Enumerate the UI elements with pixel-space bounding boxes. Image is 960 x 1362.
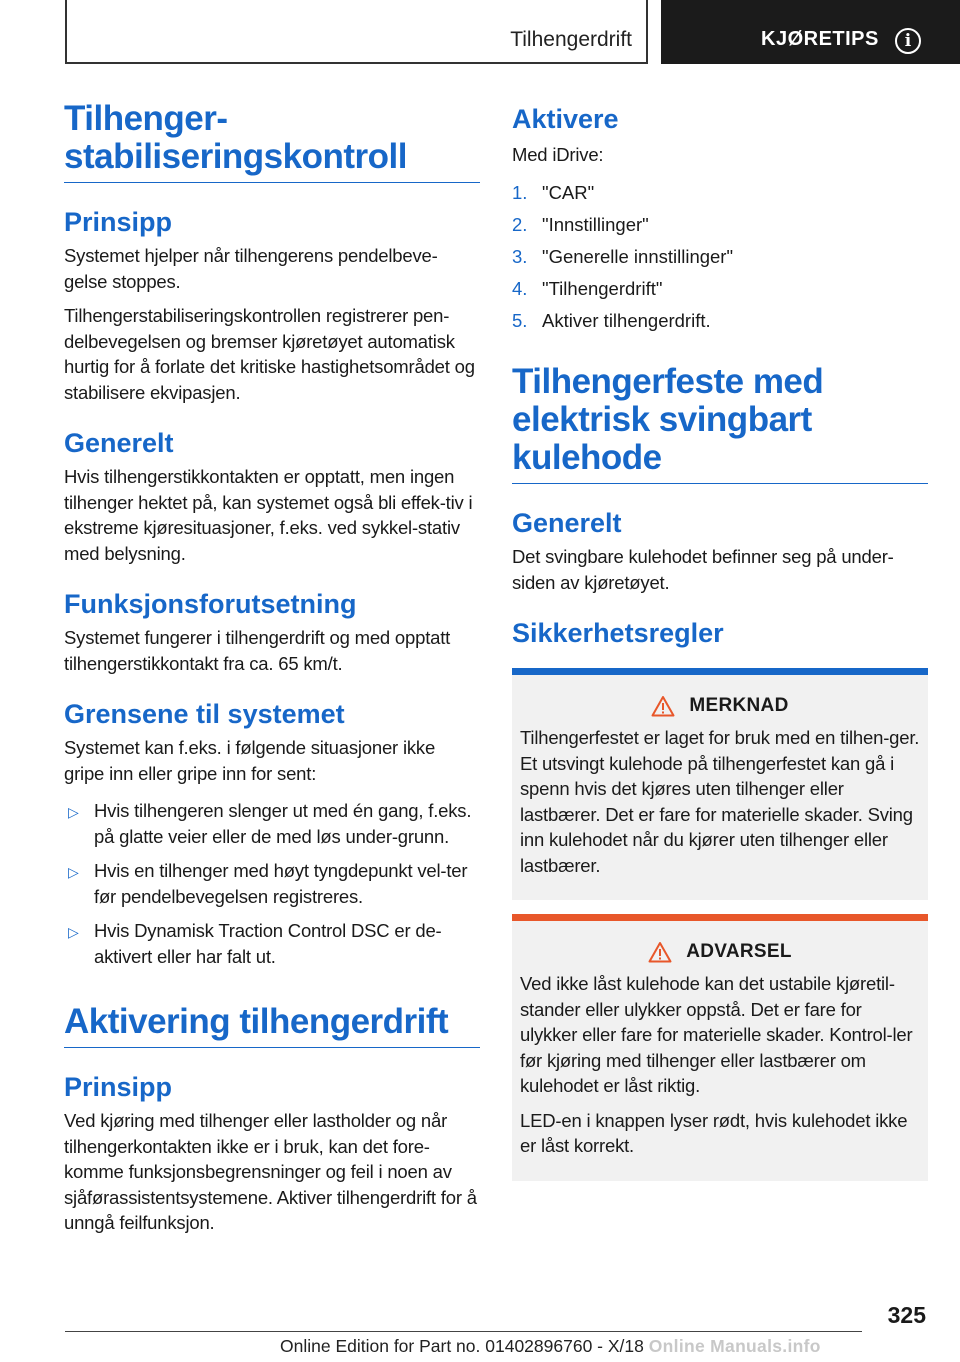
list-item: 3. "Generelle innstillinger" — [512, 245, 734, 267]
list-item: 5. Aktiver tilhengerdrift. — [512, 309, 711, 331]
list-item: ▷ Hvis en tilhenger med høyt tyngdepunkt vel-ter før pendelbevegelsen registreres. — [68, 860, 468, 907]
left-column — [64, 100, 480, 1236]
page-number: 325 — [887, 1302, 926, 1328]
list-item: 4. "Tilhengerdrift" — [512, 277, 663, 299]
heading-principle: Prinsipp — [64, 207, 173, 237]
triangle-bullet-icon: ▷ — [68, 804, 79, 820]
footer-edition-line — [280, 1336, 821, 1357]
notice-box — [512, 668, 928, 900]
heading-general-2: Generelt — [512, 508, 622, 538]
paragraph-principle-2: Tilhengerstabiliseringskontrollen registrerer pen-delbevegelsen og bremser kjøretøyet automatisk hurtig for å forlate det kritiske hastighetsområdet og stabilisere ekvipasjen. — [64, 305, 475, 403]
footer-edition: Online Edition for Part no. 01402896760 - X/18 — [280, 1336, 644, 1356]
heading-function-requirement: Funksjonsforutsetning — [64, 589, 357, 619]
notice-text: Tilhengerfestet er laget for bruk med en tilhen-ger. Et utsvingt kulehode på tilhengerfestet kan gå i spenn hvis det kjøres uten tilhenger eller lastbærer. Det er fare for materielle skader. Sving inn kulehodet når du kjører uten tilhenger eller lastbærer. — [520, 727, 920, 876]
heading-principle-2: Prinsipp — [64, 1072, 173, 1102]
header-section-title: Tilhengerdrift — [510, 28, 632, 51]
footer-watermark: Online Manuals.info — [648, 1336, 821, 1356]
heading-trailer-mode-activation: Aktivering tilhengerdrift — [64, 1003, 480, 1048]
notice-title: MERKNAD — [689, 695, 789, 716]
warning-box — [512, 914, 928, 1181]
list-item: 2. "Innstillinger" — [512, 213, 649, 235]
steps-list — [512, 180, 928, 334]
paragraph-principle-1: Systemet hjelper når tilhengerens pendelbeve-gelse stoppes. — [64, 245, 438, 292]
list-item: 1. "CAR" — [512, 181, 595, 203]
heading-system-limits: Grensene til systemet — [64, 699, 345, 729]
paragraph-system-limits: Systemet kan f.eks. i følgende situasjoner ikke gripe inn eller gripe inn for sent: — [64, 737, 436, 784]
limits-list — [64, 798, 480, 969]
warning-triangle-icon — [648, 941, 672, 963]
heading-towbar: Tilhengerfeste med elektrisk svingbart kulehode — [512, 363, 928, 484]
header-chapter-title: KJØRETIPS — [761, 28, 879, 50]
notice-header — [520, 695, 920, 717]
header-section-box — [65, 0, 648, 64]
header-chapter-box — [661, 0, 960, 64]
heading-trailer-stability: Tilhenger- stabiliseringskontroll — [64, 100, 480, 183]
paragraph-general: Hvis tilhengerstikkontakten er opptatt, men ingen tilhenger hektet på, kan systemet også bli effek-tiv i ekstreme kjøresituasjoner, f.eks. ved sykkel-stativ med belysning. — [64, 466, 473, 564]
warning-header — [520, 941, 920, 963]
triangle-bullet-icon: ▷ — [68, 864, 79, 880]
paragraph-principle-3: Ved kjøring med tilhenger eller lastholder og når tilhengerkontakten ikke er i bruk, kan det fore-komme funksjonsbegrensninger og feil i noen av sjåførassistentsystemene. Aktiver tilhengerdrift for å unngå feilfunksjon. — [64, 1110, 477, 1233]
triangle-bullet-icon: ▷ — [68, 924, 79, 940]
heading-safety-rules: Sikkerhetsregler — [512, 618, 724, 648]
right-column — [512, 100, 928, 1181]
info-icon: i — [895, 28, 921, 54]
footer-divider — [65, 1331, 862, 1332]
paragraph-idrive: Med iDrive: — [512, 144, 604, 165]
warning-title: ADVARSEL — [686, 941, 792, 962]
heading-general: Generelt — [64, 428, 174, 458]
list-item: ▷ Hvis Dynamisk Traction Control DSC er de-aktivert eller har falt ut. — [68, 920, 442, 967]
paragraph-general-2: Det svingbare kulehodet befinner seg på under-siden av kjøretøyet. — [512, 546, 894, 593]
list-item: ▷ Hvis tilhengeren slenger ut med én gang, f.eks. på glatte veier eller de med løs under-grunn. — [68, 800, 472, 847]
warning-text-1: Ved ikke låst kulehode kan det ustabile kjøretil-stander eller ulykker oppstå. Det er fare for ulykker eller fare for materielle skader. Kontrol-ler før kjøring med tilhenger eller lastbærer om kulehodet er låst riktig. — [520, 973, 913, 1096]
paragraph-function-requirement: Systemet fungerer i tilhengerdrift og med opptatt tilhengerstikkontakt fra ca. 65 km/t. — [64, 627, 451, 674]
heading-activate: Aktivere — [512, 104, 619, 134]
warning-triangle-icon — [651, 695, 675, 717]
warning-text-2: LED-en i knappen lyser rødt, hvis kulehodet ikke er låst korrekt. — [520, 1109, 908, 1156]
